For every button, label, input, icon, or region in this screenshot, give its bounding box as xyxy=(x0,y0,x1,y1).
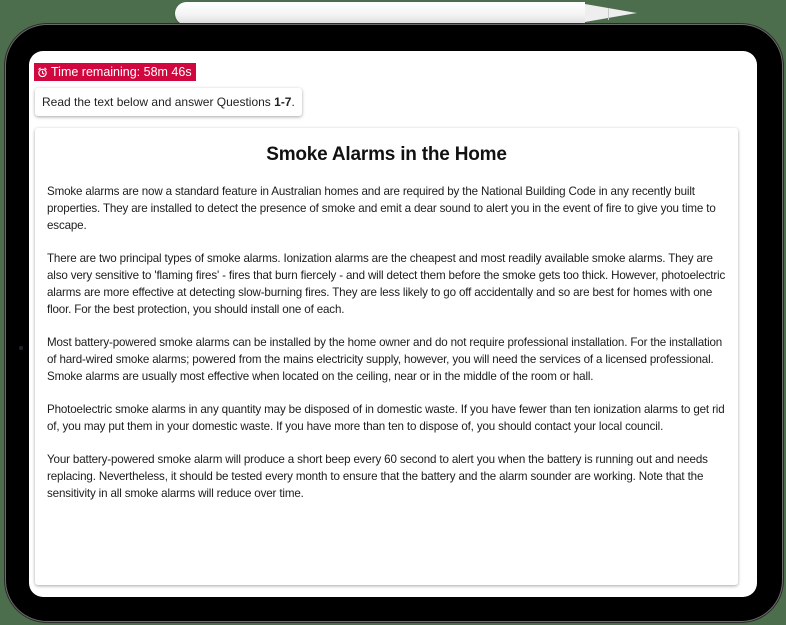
stylus-pencil-tip xyxy=(585,4,637,22)
camera-icon xyxy=(19,346,23,350)
passage-paragraph-5: Your battery-powered smoke alarm will produce a short beep every 60 second to alert you when the battery is running out and needs replacing. Nevertheless, it should be tested every month to ensure that the battery and the alarm sounder are working. Note that the sensitivity in all smoke alarms will reduce over time. xyxy=(47,453,708,500)
instruction-text: Read the text below and answer Questions xyxy=(42,95,275,109)
passage-title: Smoke Alarms in the Home xyxy=(266,144,507,165)
instruction-box xyxy=(35,88,302,116)
passage-paragraph-1: Smoke alarms are now a standard feature in Australian homes and are required by the National Building Code in any recently built properties. They are installed to detect the presence of smoke and emit a dear sound to alert you in the event of fire to give you time to escape. xyxy=(47,185,716,232)
tablet-screen xyxy=(29,51,757,597)
stylus-pencil-band xyxy=(608,8,609,20)
question-range: 1-7 xyxy=(274,95,292,109)
reading-passage xyxy=(35,128,738,585)
passage-paragraph-3: Most battery-powered smoke alarms can be installed by the home owner and do not require professional installation. For the installation of hard-wired smoke alarms; powered from the mains electricity supply, however, you will need the services of a licensed professional. Smoke alarms are usually most effective when located on the ceiling, near or in the middle of the room or hall. xyxy=(47,336,723,383)
passage-paragraph-4: Photoelectric smoke alarms in any quantity may be disposed of in domestic waste. If you have fewer than ten ionization alarms to get rid of, you may put them in your domestic waste. If you have more than ten to dispose of, you should contact your local council. xyxy=(47,403,725,433)
timer-label: Time remaining: 58m 46s xyxy=(51,65,192,79)
passage-paragraph-2: There are two principal types of smoke alarms. Ionization alarms are the cheapest and most readily available smoke alarms. They are also very sensitive to 'flaming fires' - fires that burn fiercely - and will detect them before the smoke gets too thick. However, photoelectric alarms are more effective at detecting slow-burning fires. They are less likely to go off accidentally and so are best for homes with one floor. For the best protection, you should install one of each. xyxy=(47,252,726,316)
timer-badge xyxy=(34,63,196,81)
stylus-pencil xyxy=(175,2,585,25)
alarm-clock-icon xyxy=(37,67,48,78)
instruction-suffix: . xyxy=(291,95,295,109)
